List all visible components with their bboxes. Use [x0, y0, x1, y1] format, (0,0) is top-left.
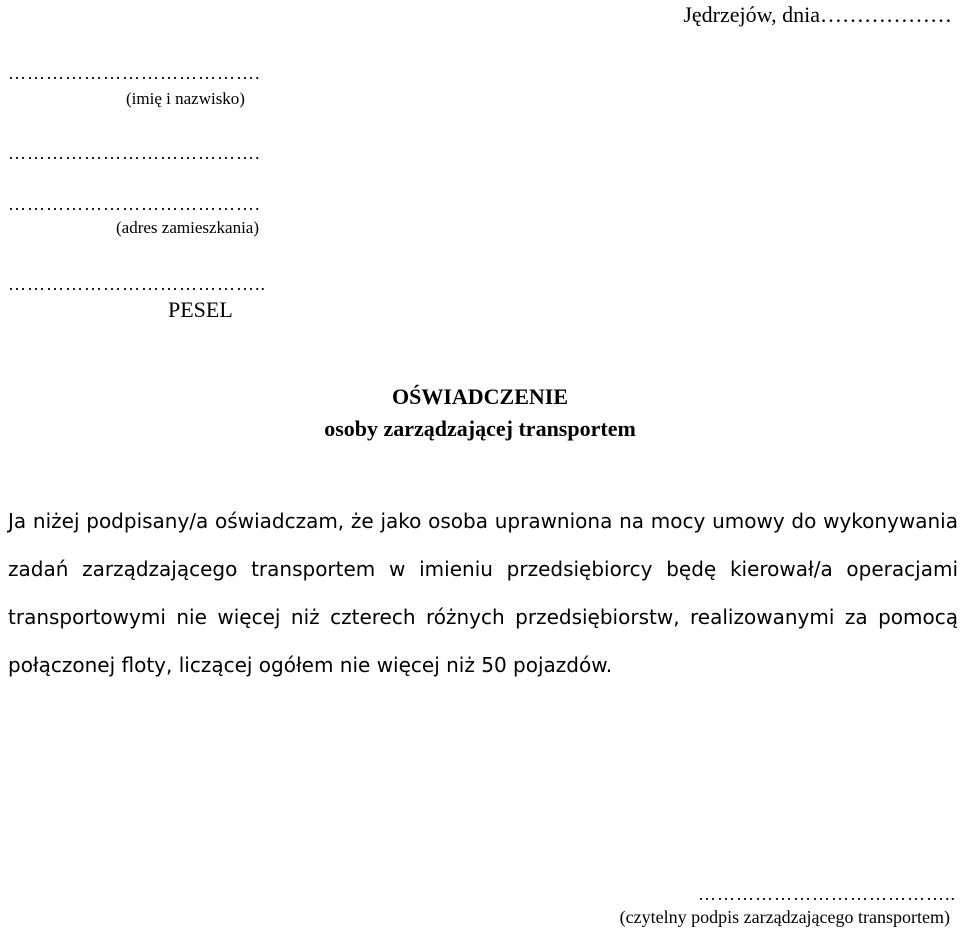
signature-caption: (czytelny podpis zarządzającego transportem): [619, 907, 950, 927]
address-dots-line-2: ………………………………….: [8, 194, 261, 214]
pesel-caption: PESEL: [168, 297, 233, 322]
name-dots: ………………………………….: [8, 63, 261, 83]
place-date-line: Jędrzejów, dnia………………: [683, 2, 952, 27]
declaration-body: Ja niżej podpisany/a oświadczam, że jako osoba uprawniona na mocy umowy do wykonywania zadań zarządzającego transportem w imieniu przedsiębiorcy będę kierował/a operacjami transportowymi nie więcej niż czterech różnych przedsiębiorstw, realizowanymi za pomocą połączonej floty, liczącej ogółem nie więcej niż 50 pojazdów.: [8, 509, 958, 677]
address-dots-line-1: ………………………………….: [8, 143, 261, 163]
name-caption: (imię i nazwisko): [126, 89, 245, 108]
declaration-title: OŚWIADCZENIE: [391, 384, 569, 409]
declaration-subtitle: osoby zarządzającej transportem: [324, 416, 636, 441]
signature-dots: …………………………………..: [698, 884, 956, 904]
address-caption: (adres zamieszkania): [116, 218, 259, 237]
pesel-dots: …………………………………..: [8, 274, 266, 294]
